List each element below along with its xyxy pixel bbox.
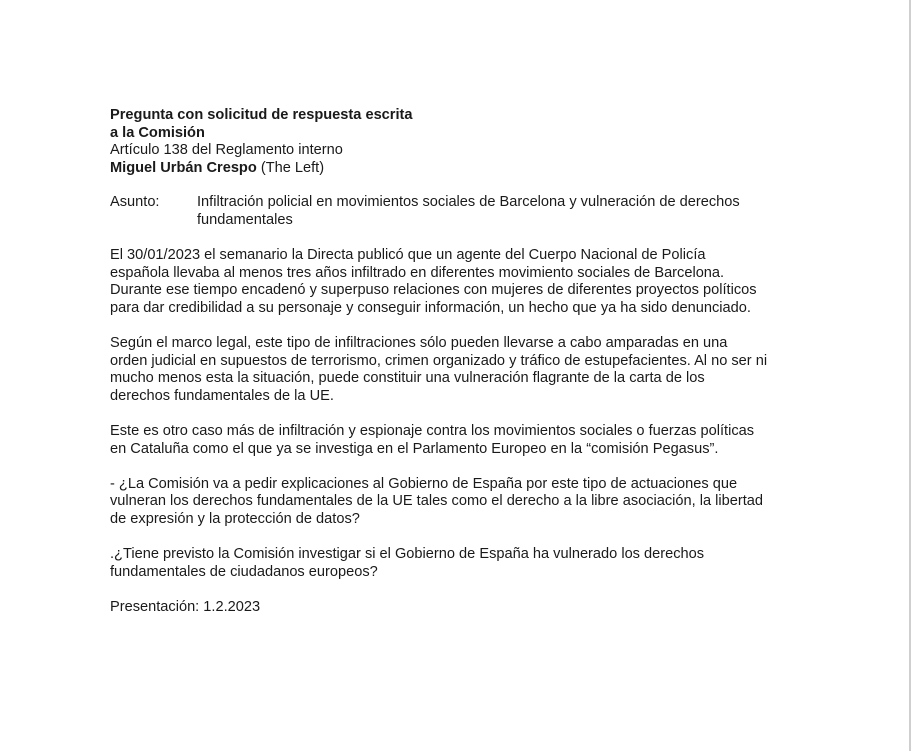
presentation-date: Presentación: 1.2.2023 xyxy=(110,599,261,616)
paragraph-line: para dar credibilidad a su personaje y conseguir información, un hecho que ya ha sido denunciado. xyxy=(110,299,751,316)
subject-text xyxy=(197,194,810,229)
paragraph-line: - ¿La Comisión va a pedir explicaciones al Gobierno de España por este tipo de actuaciones que xyxy=(110,475,738,492)
paragraph-line: fundamentales de ciudadanos europeos? xyxy=(110,563,378,580)
paragraph-line: .¿Tiene previsto la Comisión investigar si el Gobierno de España ha vulnerado los derechos xyxy=(110,546,705,563)
author-group: (The Left) xyxy=(260,159,325,176)
subject-line-1: Infiltración policial en movimientos sociales de Barcelona y vulneración de derechos xyxy=(197,194,740,211)
question-1 xyxy=(110,476,810,529)
author-name: Miguel Urbán Crespo xyxy=(110,159,257,176)
paragraph-line: Según el marco legal, este tipo de infiltraciones sólo pueden llevarse a cabo amparadas en una xyxy=(110,335,728,352)
question-2 xyxy=(110,546,810,581)
paragraph-1 xyxy=(110,247,810,317)
paragraph-line: española llevaba al menos tres años infiltrado en diferentes movimiento sociales de Barcelona. xyxy=(110,264,725,281)
document-content xyxy=(110,107,810,617)
paragraph-line: derechos fundamentales de la UE. xyxy=(110,387,334,404)
paragraph-line: en Cataluña como el que ya se investiga en el Parlamento Europeo en la “comisión Pegasus”. xyxy=(110,440,719,457)
paragraph-line: Durante ese tiempo encadenó y superpuso relaciones con mujeres de diferentes proyectos políticos xyxy=(110,282,757,299)
paragraph-line: orden judicial en supuestos de terrorismo, crimen organizado y tráfico de estupefacientes. Al no ser ni xyxy=(110,352,768,369)
paragraph-line: Este es otro caso más de infiltración y espionaje contra los movimientos sociales o fuerzas políticas xyxy=(110,423,755,440)
title-line-2: a la Comisión xyxy=(110,124,205,141)
paragraph-line: vulneran los derechos fundamentales de la UE tales como el derecho a la libre asociación, la libertad xyxy=(110,493,764,510)
subject-line-2: fundamentales xyxy=(197,211,293,228)
paragraph-line: de expresión y la protección de datos? xyxy=(110,511,360,528)
author-line xyxy=(110,160,810,178)
paragraph-3 xyxy=(110,423,810,458)
paragraph-line: El 30/01/2023 el semanario la Directa publicó que un agente del Cuerpo Nacional de Policía xyxy=(110,247,706,264)
rule-reference: Artículo 138 del Reglamento interno xyxy=(110,142,343,159)
title-line-1: Pregunta con solicitud de respuesta escrita xyxy=(110,107,413,123)
paragraph-line: mucho menos esta la situación, puede constituir una vulneración flagrante de la carta de los xyxy=(110,370,705,387)
subject-label: Asunto: xyxy=(110,194,160,211)
subject-block xyxy=(110,194,810,229)
paragraph-2 xyxy=(110,335,810,405)
